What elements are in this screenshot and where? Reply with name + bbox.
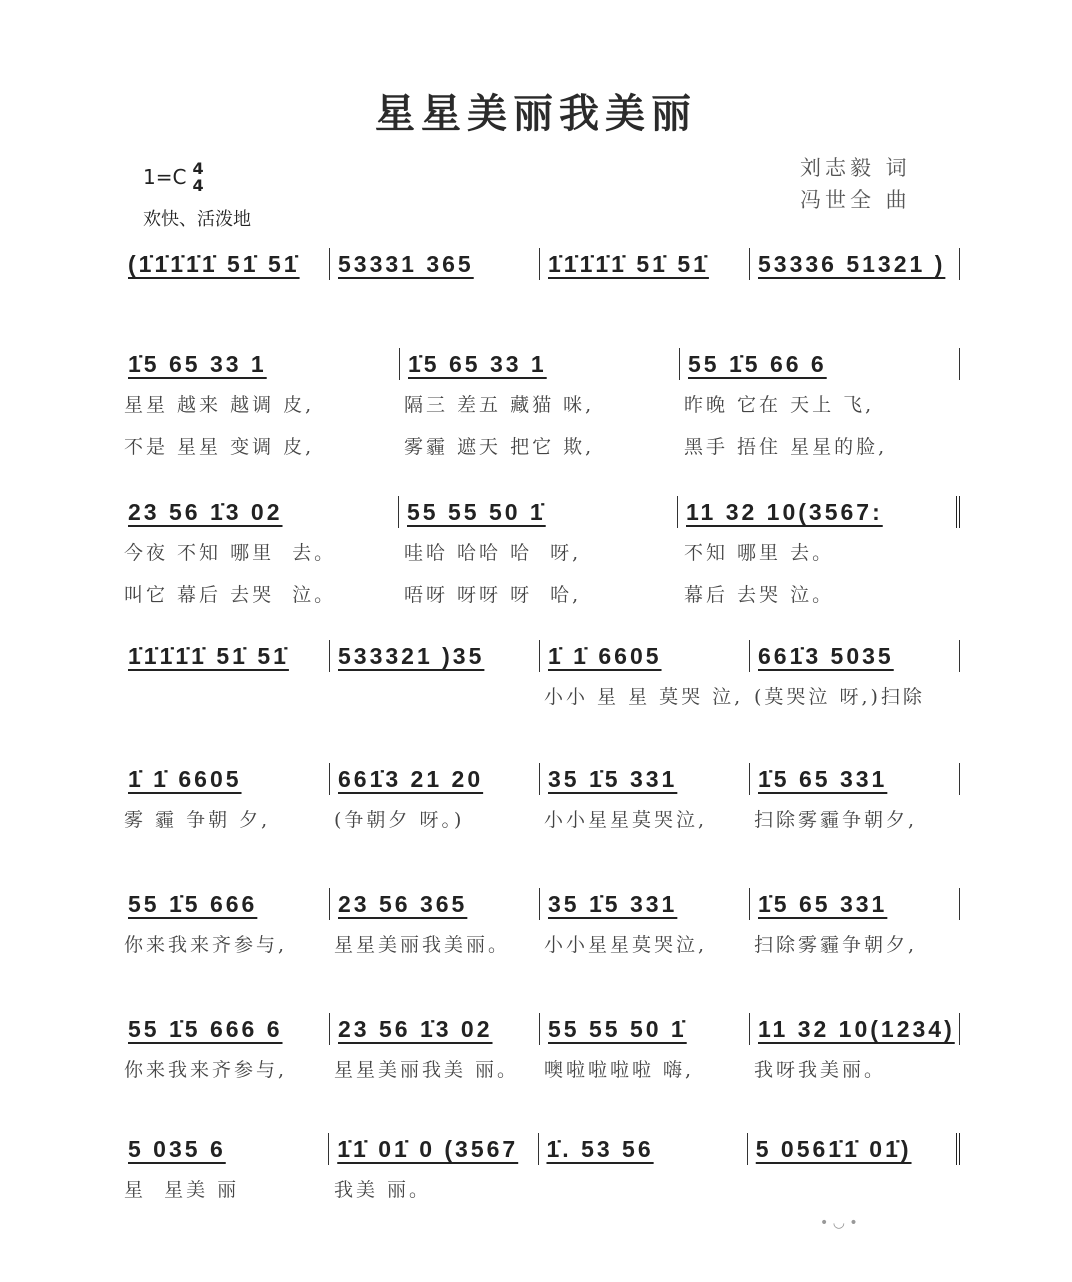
lyric-segment: 小小星星莫哭泣, xyxy=(544,934,708,956)
lyric-segment: 哇哈 哈哈 哈 呀, xyxy=(404,542,582,564)
lyric-segment: 不是 星星 变调 皮, xyxy=(124,436,315,458)
tempo-marking: 欢快、活泼地 xyxy=(143,209,251,230)
lyric-segment: (争朝夕 呀。) xyxy=(334,809,465,831)
measure: 55 1̇5 666 xyxy=(120,888,330,920)
lyric-segment: (莫哭泣 呀,)扫除 xyxy=(754,686,925,708)
measure: 11 32 10(1234) xyxy=(750,1013,960,1045)
measure: 23 56 1̇3 02 xyxy=(120,496,399,528)
decoration-icon: • ◡ • xyxy=(820,1215,858,1231)
measure: 533321 )35 xyxy=(330,640,540,672)
lyric-segment xyxy=(540,1173,750,1207)
lyric-segment: 我呀我美丽。 xyxy=(754,1059,887,1081)
lyric-segment: 今夜 不知 哪里 去。 xyxy=(124,542,337,564)
notes-row xyxy=(120,240,960,280)
measure: 1̇ 1̇ 6605 xyxy=(120,763,330,795)
notes-row xyxy=(120,755,960,795)
lyric-segment: 叫它 幕后 去哭 泣。 xyxy=(124,584,337,606)
lyric-segment: 唔呀 呀呀 呀 哈, xyxy=(404,584,582,606)
lyric-segment: 扫除雾霾争朝夕, xyxy=(754,934,918,956)
measure: 1̇ 1̇ 6605 xyxy=(540,640,750,672)
lyric-segment: 噢啦啦啦啦 嗨, xyxy=(544,1059,695,1081)
lyric-segment: 小小 星 星 莫哭 泣, xyxy=(544,686,744,708)
lyric-segment xyxy=(750,1173,960,1207)
lyrics-verse xyxy=(120,430,960,464)
lyric-segment: 星星美丽我美 丽。 xyxy=(334,1059,520,1081)
measure: 55 55 50 1̇ xyxy=(540,1013,750,1045)
lyric-segment: 我美 丽。 xyxy=(334,1179,432,1201)
credits xyxy=(800,152,911,216)
notes-row xyxy=(120,632,960,672)
lyric-segment: 黑手 捂住 星星的脸, xyxy=(684,436,888,458)
key-tonic: 1=C xyxy=(143,165,187,189)
lyric-segment: 星星 越来 越调 皮, xyxy=(124,394,315,416)
measure: 11 32 10(3567: xyxy=(678,496,960,528)
measure: 5 035 6 xyxy=(120,1133,329,1165)
composer: 冯世全 曲 xyxy=(800,188,911,212)
measure: 53336 51321 ) xyxy=(750,248,960,280)
notes-row xyxy=(120,1005,960,1045)
measure: 35 1̇5 331 xyxy=(540,763,750,795)
score-system xyxy=(120,755,960,837)
lyrics-verse xyxy=(120,680,960,714)
measure: 1̇1̇1̇1̇1̇ 51̇ 51̇ xyxy=(120,640,330,672)
measure: 1̇1̇1̇1̇1̇ 51̇ 51̇ xyxy=(540,248,750,280)
lyric-segment: 星星美丽我美丽。 xyxy=(334,934,511,956)
lyric-segment: 隔三 差五 藏猫 咪, xyxy=(404,394,595,416)
measure: 661̇3 21 20 xyxy=(330,763,540,795)
notes-row xyxy=(120,880,960,920)
measure: 35 1̇5 331 xyxy=(540,888,750,920)
time-signature: 4 4 xyxy=(192,159,204,195)
score-system xyxy=(120,1125,960,1207)
measure: 5 0561̇1̇ 01̇) xyxy=(748,1133,960,1165)
lyric-segment: 小小星星莫哭泣, xyxy=(544,809,708,831)
lyric-segment: 你来我来齐参与, xyxy=(124,934,288,956)
measure: (1̇1̇1̇1̇1̇ 51̇ 51̇ xyxy=(120,248,330,280)
measure: 23 56 365 xyxy=(330,888,540,920)
measure: 53331 365 xyxy=(330,248,540,280)
lyrics-verse xyxy=(120,578,960,612)
measure: 1̇5 65 33 1 xyxy=(400,348,680,380)
lyric-segment: 昨晚 它在 天上 飞, xyxy=(684,394,875,416)
score-system xyxy=(120,880,960,962)
lyric-segment: 雾霾 遮天 把它 欺, xyxy=(404,436,595,458)
measure: 661̇3 5035 xyxy=(750,640,960,672)
measure: 1̇1̇ 01̇ 0 (3567 xyxy=(329,1133,538,1165)
measure: 1̇5 65 331 xyxy=(750,888,960,920)
score-system xyxy=(120,488,960,612)
key-signature xyxy=(143,160,204,194)
notes-row xyxy=(120,340,960,380)
notes-row xyxy=(120,1125,960,1165)
measure: 55 1̇5 666 6 xyxy=(120,1013,330,1045)
lyricist: 刘志毅 词 xyxy=(800,156,911,180)
lyric-segment: 扫除雾霾争朝夕, xyxy=(754,809,918,831)
score-system xyxy=(120,632,960,714)
measure: 1̇5 65 331 xyxy=(750,763,960,795)
measure: 55 55 50 1̇ xyxy=(399,496,678,528)
measure: 1̇5 65 33 1 xyxy=(120,348,400,380)
lyric-segment: 雾 霾 争朝 夕, xyxy=(124,809,271,831)
lyrics-verse xyxy=(120,388,960,422)
measure: 55 1̇5 66 6 xyxy=(680,348,960,380)
lyric-segment: 星 星美 丽 xyxy=(124,1179,240,1201)
lyrics-verse xyxy=(120,1173,960,1207)
score-system xyxy=(120,1005,960,1087)
notes-row xyxy=(120,488,960,528)
lyrics-verse xyxy=(120,803,960,837)
lyric-segment xyxy=(120,680,330,714)
measure: 1̇. 53 56 xyxy=(539,1133,748,1165)
lyrics-verse xyxy=(120,1053,960,1087)
lyric-segment: 不知 哪里 去。 xyxy=(684,542,835,564)
lyric-segment: 你来我来齐参与, xyxy=(124,1059,288,1081)
score-system xyxy=(120,340,960,464)
lyrics-verse xyxy=(120,928,960,962)
measure: 23 56 1̇3 02 xyxy=(330,1013,540,1045)
lyric-segment xyxy=(330,680,540,714)
lyric-segment: 幕后 去哭 泣。 xyxy=(684,584,835,606)
lyrics-verse xyxy=(120,536,960,570)
score-system xyxy=(120,240,960,280)
song-title: 星星美丽我美丽 xyxy=(375,90,697,137)
